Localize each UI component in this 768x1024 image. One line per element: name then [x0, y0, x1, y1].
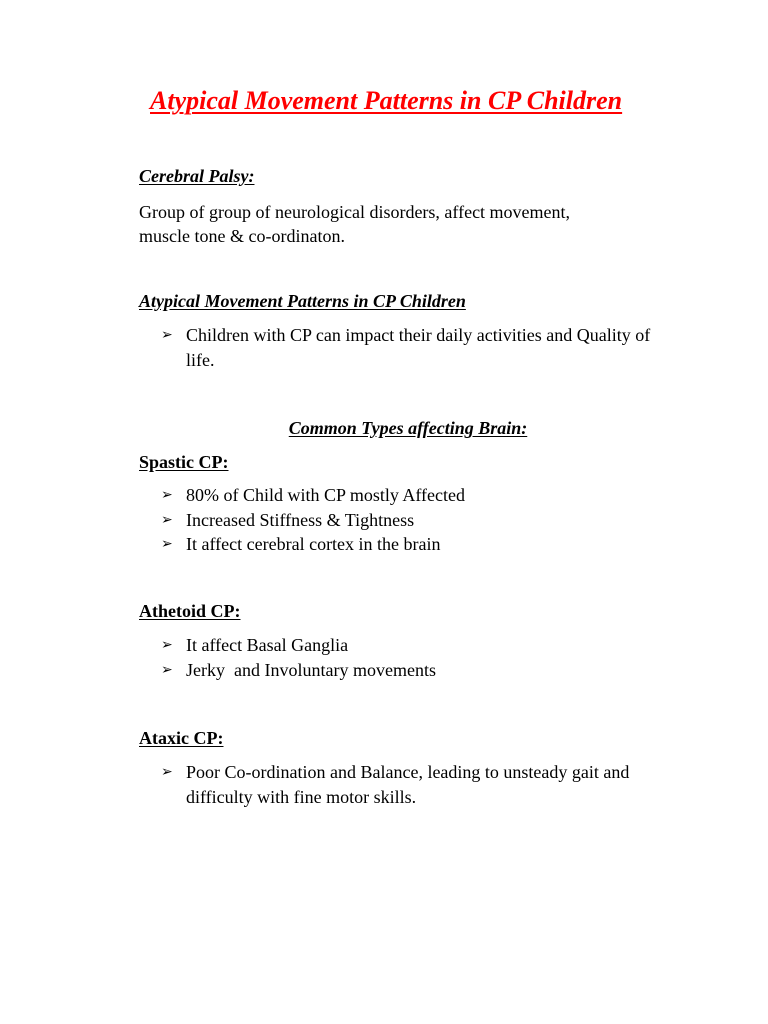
list-item-text: It affect Basal Ganglia [186, 635, 349, 655]
list-item-text: It affect cerebral cortex in the brain [186, 534, 441, 554]
list-item-text: 80% of Child with CP mostly Affected [186, 485, 465, 505]
list-item [161, 633, 671, 658]
list-item [161, 658, 671, 683]
arrowhead-bullet-icon: ➢ [161, 764, 173, 780]
list-item [161, 760, 661, 809]
arrowhead-bullet-icon: ➢ [161, 327, 173, 343]
spastic-cp-heading: Spastic CP: [139, 452, 229, 472]
page-title: Atypical Movement Patterns in CP Children [150, 86, 623, 115]
athetoid-cp-heading: Athetoid CP: [139, 601, 241, 621]
common-types-heading: Common Types affecting Brain: [288, 418, 528, 438]
arrowhead-bullet-icon: ➢ [161, 487, 173, 503]
cerebral-palsy-definition-line-1: Group of group of neurological disorders, affect movement, [139, 202, 571, 222]
arrowhead-bullet-icon: ➢ [161, 511, 173, 528]
cerebral-palsy-definition [139, 200, 659, 248]
ataxic-cp-heading: Ataxic CP: [139, 728, 224, 748]
list-item-text: Increased Stiffness & Tightness [186, 509, 415, 530]
list-item [161, 323, 651, 372]
arrowhead-bullet-icon: ➢ [161, 637, 173, 653]
ataxic-cp-list [161, 760, 661, 809]
atypical-patterns-heading: Atypical Movement Patterns in CP Children [139, 291, 466, 311]
list-item-text: Jerky and Involuntary movements [186, 659, 436, 680]
spastic-cp-list [161, 483, 671, 557]
arrowhead-bullet-icon: ➢ [161, 661, 173, 678]
athetoid-cp-list [161, 633, 671, 682]
list-item-text: Poor Co-ordination and Balance, leading to unsteady gait and difficulty with fine motor skills. [186, 762, 630, 807]
list-item [161, 532, 671, 557]
list-item-text: Children with CP can impact their daily activities and Quality of life. [186, 325, 651, 370]
list-item [161, 508, 671, 533]
cerebral-palsy-heading: Cerebral Palsy: [139, 166, 255, 186]
arrowhead-bullet-icon: ➢ [161, 536, 173, 552]
cerebral-palsy-definition-line-2: muscle tone & co-ordinaton. [139, 226, 345, 246]
atypical-patterns-list [161, 323, 651, 372]
list-item [161, 483, 671, 508]
